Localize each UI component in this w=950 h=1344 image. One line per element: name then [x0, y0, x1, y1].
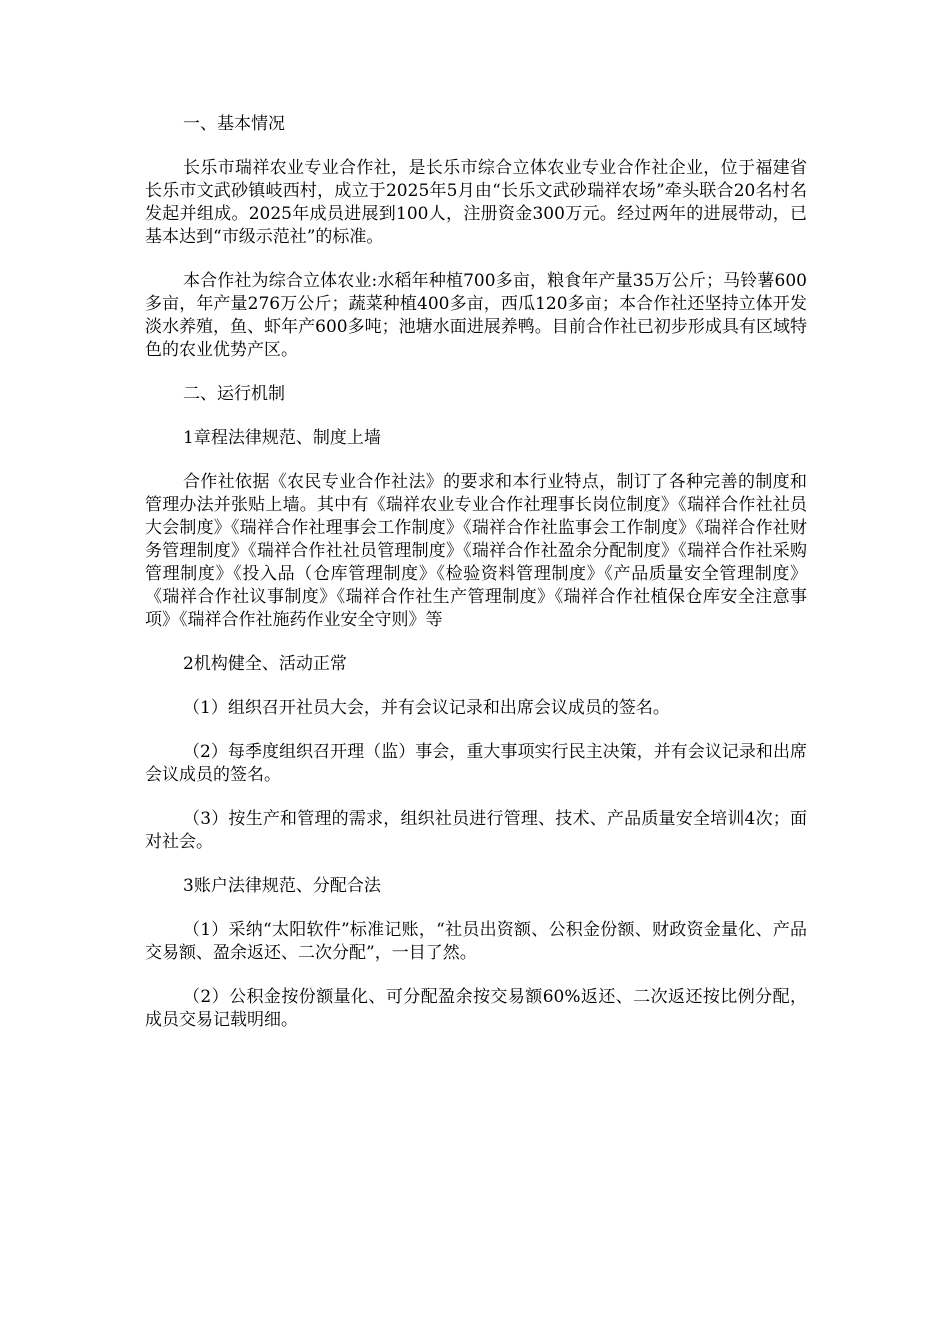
subheading-charter: 1章程法律规范、制度上墙 — [183, 428, 381, 448]
list-item-member-meeting: （1）组织召开社员大会，并有会议记录和出席会议成员的签名。 — [183, 698, 670, 718]
list-item-distribution: （2）公积金按份额量化、可分配盈余按交易额60%返还、二次返还按比例分配，成员交易记载明细。 — [145, 987, 807, 1030]
section-heading-mechanism: 二、运行机制 — [183, 384, 285, 404]
list-item-board-meeting: （2）每季度组织召开理（监）事会，重大事项实行民主决策，并有会议记录和出席会议成员的签名。 — [145, 742, 807, 785]
document-body — [145, 113, 807, 1053]
section-heading-basic-info: 一、基本情况 — [183, 114, 285, 134]
paragraph-regulations: 合作社依据《农民专业合作社法》的要求和本行业特点，制订了各种完善的制度和管理办法并张贴上墙。其中有《瑞祥农业专业合作社理事长岗位制度》《瑞祥合作社社员大会制度》《瑞祥合作社理事会工作制度》《瑞祥合作社监事会工作制度》《瑞祥合作社财务管理制度》《瑞祥合作社社员管理制度》《瑞祥合作社盈余分配制度》《瑞祥合作社采购管理制度》《投入品（仓库管理制度》《检验资料管理制度》《产品质量安全管理制度》《瑞祥合作社议事制度》《瑞祥合作社生产管理制度》《瑞祥合作社植保仓库安全注意事项》《瑞祥合作社施药作业安全守则》等 — [145, 472, 807, 630]
paragraph-agriculture: 本合作社为综合立体农业:水稻年种植700多亩，粮食年产量35万公斤；马铃薯600多亩，年产量276万公斤；蔬菜种植400多亩，西瓜120多亩；本合作社还坚持立体开发淡水养殖，鱼、虾年产600多吨；池塘水面进展养鸭。目前合作社已初步形成具有区域特色的农业优势产区。 — [145, 271, 807, 360]
subheading-accounts: 3账户法律规范、分配合法 — [183, 876, 381, 896]
list-item-bookkeeping: （1）采纳“太阳软件”标准记账，“社员出资额、公积金份额、财政资金量化、产品交易额、盈余返还、二次分配”，一目了然。 — [145, 920, 807, 963]
subheading-organization: 2机构健全、活动正常 — [183, 654, 347, 674]
list-item-training: （3）按生产和管理的需求，组织社员进行管理、技术、产品质量安全培训4次；面对社会。 — [145, 809, 807, 852]
paragraph-intro: 长乐市瑞祥农业专业合作社，是长乐市综合立体农业专业合作社企业，位于福建省长乐市文武砂镇岐西村，成立于2025年5月由“长乐文武砂瑞祥农场”牵头联合20名村名发起并组成。2025年成员进展到100人，注册资金300万元。经过两年的进展带动，已基本达到“市级示范社”的标准。 — [145, 158, 807, 247]
